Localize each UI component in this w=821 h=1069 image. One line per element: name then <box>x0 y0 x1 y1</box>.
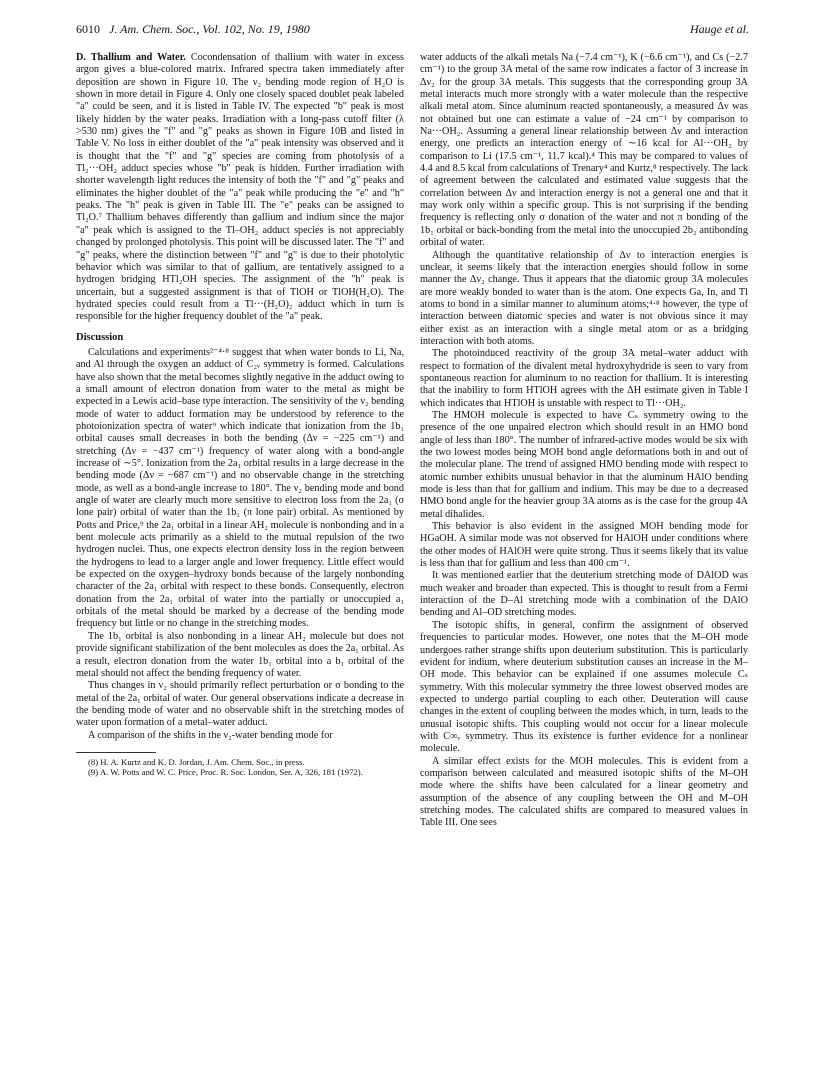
right-column <box>420 52 748 830</box>
section-d-body: Cocondensation of thallium with water in excess argon gives a blue-colored matrix. Infrared spectra taken immediately after deposition are shown in Figure 10. The ν₂ bending mode region of H₂O is shown in more detail in Figure 4. Only one closely spaced doublet peak labeled "a" could be seen, and it is listed in Table IV. The expected "b" peak is most likely hidden by the water peaks. Irradiation with a long-pass cutoff filter (λ >530 nm) gives the "f" and "g" peaks as shown in Figure 10B and listed in Table V. No loss in either doublet of the "a" peak intensity was observed and it is thought that the "f" and "g" species are coming from photolysis of a Tl₂···OH₂ adduct species whose "b" peak is hidden. Further irradiation with shorter wavelength light reduces the intensity of both the "f" and "g" peaks and eliminates the higher doublet of the "a" peak while producing the "e" and "h" peaks. The "h" peak is given in Table III. The "e" peaks can be assigned to Tl₂O.⁷ Thallium behaves differently than gallium and indium since the major "a" peak which is assigned to the Tl–OH₂ adduct species is not appreciably changed by prolonged photolysis. This point will be discussed later. The "f" and "g" peaks, where the distinction between "f" and "g" is due to their photolytic behavior which was similar to that of gallium, are tentatively assigned to a hydrogen bridging HTl₂OH species. The assignment of the "h" peak is uncertain, but a suggested assignment is that of TlOH or TlOH(H₂O). The hydrated species could result from a Tl···(H₂O)₂ adduct which in turn is responsible for the higher frequency doublet of the "a" peak. <box>76 52 404 323</box>
footnote-9: (9) A. W. Potts and W. C. Price, Proc. R. Soc. London, Ser. A, 326, 181 (1972). <box>88 767 363 778</box>
right-paragraph-8: A similar effect exists for the MOH molecules. This is evident from a comparison between calculated and measured isotopic shifts of the M–OH mode where the shifts have been calculated for a linear geometry and assumption of the absence of any coupling between the OH and M–OH stretching modes. The calculated shifts are compared to measured values in Table III. One sees <box>420 755 748 829</box>
left-column <box>76 52 404 778</box>
footnote-divider <box>76 752 156 753</box>
discussion-paragraph-4: A comparison of the shifts in the ν₂-water bending mode for <box>88 729 333 741</box>
right-paragraph-5: This behavior is also evident in the assigned MOH bending mode for HGaOH. A similar mode was not observed for HAlOH under conditions where the other modes of HAlOH were quite strong. Thus it seems likely that its value is less than that for gallium and less than 400 cm⁻¹. <box>420 521 748 570</box>
footnote-8: (8) H. A. Kurtz and K. D. Jordan, J. Am. Chem. Soc., in press. <box>88 756 305 767</box>
right-paragraph-3: The photoinduced reactivity of the group 3A metal–water adduct with respect to formation of the divalent metal hydroxyhydride is seen to vary from spontaneous reaction for aluminum to no reaction for thallium. It is interesting that the inability to form HTlOH agrees with the ΔH estimate given in Table I which indicates that HTlOH is unstable with respect to Tl···OH₂. <box>420 348 748 409</box>
section-d-title: D. Thallium and Water. <box>76 52 186 63</box>
journal-citation: J. Am. Chem. Soc., Vol. 102, No. 19, 1980 <box>109 22 310 36</box>
discussion-paragraph-2: The 1b₁ orbital is also nonbonding in a linear AH₂ molecule but does not provide significant stabilization of the bent molecules as does the 2a₁ orbital. As a result, electron donation from the water 1b₁ orbital into a b₁ orbital of the metal should not affect the bending frequency of water. <box>76 630 404 679</box>
page-header <box>76 22 749 40</box>
section-d-paragraph <box>76 52 404 324</box>
discussion-paragraph-3: Thus changes in ν₂ should primarily reflect perturbation or σ bonding to the metal of the 2a₁ orbital of water. Our general observations indicate a decrease in the bending mode of water and no observable shift in the stretching modes of water upon formation of a metal–water adduct. <box>76 680 404 729</box>
page-number: 6010 <box>76 22 100 36</box>
right-paragraph-4: The HMOH molecule is expected to have Cₛ symmetry owing to the presence of the one unpaired electron which should result in an HMO bond angle of less than 180°. The number of infrared-active modes would be six with the two lowest modes being MOH bond angle deformations both in and out of the molecular plane. The trend of assigned HMO bending mode with respect to atomic number exhibits unusual behavior in that the aluminum HAlO bending mode is less than that for gallium and indium. This may be due to a decreased HMO bond angle for the heavier group 3A atoms as is the case for the group 4A metal dihalides. <box>420 409 748 520</box>
running-author: Hauge et al. <box>690 22 749 36</box>
right-paragraph-6: It was mentioned earlier that the deuterium stretching mode of DAlOD was much weaker and broader than expected. This is thought to result from a Fermi interaction of the D–Al stretching mode with a combination of the DAlO bending and Al–OD stretching modes. <box>420 570 748 619</box>
discussion-paragraph-1: Calculations and experiments²⁻⁴·⁸ suggest that when water bonds to Li, Na, and Al through the oxygen an adduct of C₂ᵥ symmetry is formed. Calculations have also shown that the metal becomes slightly negative in the adduct owing to a small amount of electron donation from water to the metal as might be expected in a Lewis acid–base type interaction. The sensitivity of the ν₂ bending mode of water to adduct formation may be understood by reference to the photoionization spectra of water⁹ which indicate that ionization from the 1b₁ orbital causes small decreases in both the bending (Δν = −225 cm⁻¹) and stretching (Δν = −437 cm⁻¹) frequency of water along with a bond-angle increase of ∼5°. Ionization from the 2a₁ orbital results in a large decrease in the bending mode (Δν = −687 cm⁻¹) and no observable change in the stretching mode, as well as a bond-angle increase to 180°. The ν₂ bending mode and bond angle of water are clearly much more sensitive to electron loss from the 2a₁ (σ lone pair) orbital of water than the 1b₁ (π lone pair) orbital. As mentioned by Potts and Price,⁹ the 2a₁ orbital in a linear AH₂ molecule is nonbonding and in a bent molecule acts primarily as a shield to the mutual repulsion of the two hydrogen nuclei. Thus, one expects electron density loss in the region between the hydrogens to lead to a larger angle and lower frequency. Little effect would be expected on the oxygen–hydroxy bonds because of the largely nonbonding character of the 2a₁ orbital with respect to these bonds. Consequently, electron donation from the 2a₁ orbital of water into the partially or unoccupied a₁ orbitals of the metal should be marked by a decrease of the bending mode frequency but little or no change in the stretching modes. <box>76 346 404 630</box>
right-paragraph-1: water adducts of the alkali metals Na (−7.4 cm⁻¹), K (−6.6 cm⁻¹), and Cs (−2.7 cm⁻¹) to the group 3A metal of the same row indicates a factor of 3 increase in Δν₂ for the group 3A metals. This suggests that the corresponding group 3A metal interacts much more strongly with a water molecule than the respective alkali metal atom. Since aluminum reacted spontaneously, a measured Δν was not obtained but one can estimate a value of −24 cm⁻¹ by comparison to Na···OH₂. Assuming a general linear relationship between Δν and interaction energy, one predicts an interaction energy of ∼16 kcal for Al···OH₂ by comparison to Li (17.5 cm⁻¹, 11.7 kcal).⁴ This may be compared to values of 4.4 and 8.5 kcal from calculations of Trenary⁴ and Kurtz,⁸ respectively. The lack of agreement between the calculated and estimated value suggests that the correlation between Δν and interaction energy is not a general one and that it may work only within a specific group. This is not surprising if the bending frequency is reflecting only σ donation of the water and not π bonding of the 1b₁ orbital or back-bonding from the metal into the unoccupied 2b₂ antibonding orbital of water. <box>420 52 748 249</box>
discussion-heading: Discussion <box>76 331 124 343</box>
right-paragraph-7: The isotopic shifts, in general, confirm the assignment of observed frequencies to particular modes. However, one notes that the M–OH mode undergoes rather strange shifts upon deuterium substitution. This is particularly evident for indium, where deuterium substitution causes an increase in the M–OH mode. This behavior can be explained if one assumes molecule Cₛ symmetry. With this molecular symmetry the three lowest observed modes are expected to undergo partial coupling to each other. Deuteration will cause changes in the extent of coupling between the modes which, in turn, leads to the unusual isotopic shifts. This coupling would not occur for a linear molecule with C∞ᵥ symmetry. Thus its existence is further evidence for a nonlinear molecule. <box>420 619 748 755</box>
right-paragraph-2: Although the quantitative relationship of Δν to interaction energies is unclear, it seems likely that the interaction energies should follow in some manner the Δν₂ change. Thus it appears that the diatomic group 3A molecules are more weakly bonded to water than is the atom. One expects Ga, In, and Tl atoms to bond in a similar manner to aluminum atoms;⁴·⁸ however, the type of interaction between diatomic species and water is not obvious since it may either exist as an interaction with a single metal atom or as a bridging interaction with both atoms. <box>420 249 748 347</box>
header-left <box>76 22 310 37</box>
